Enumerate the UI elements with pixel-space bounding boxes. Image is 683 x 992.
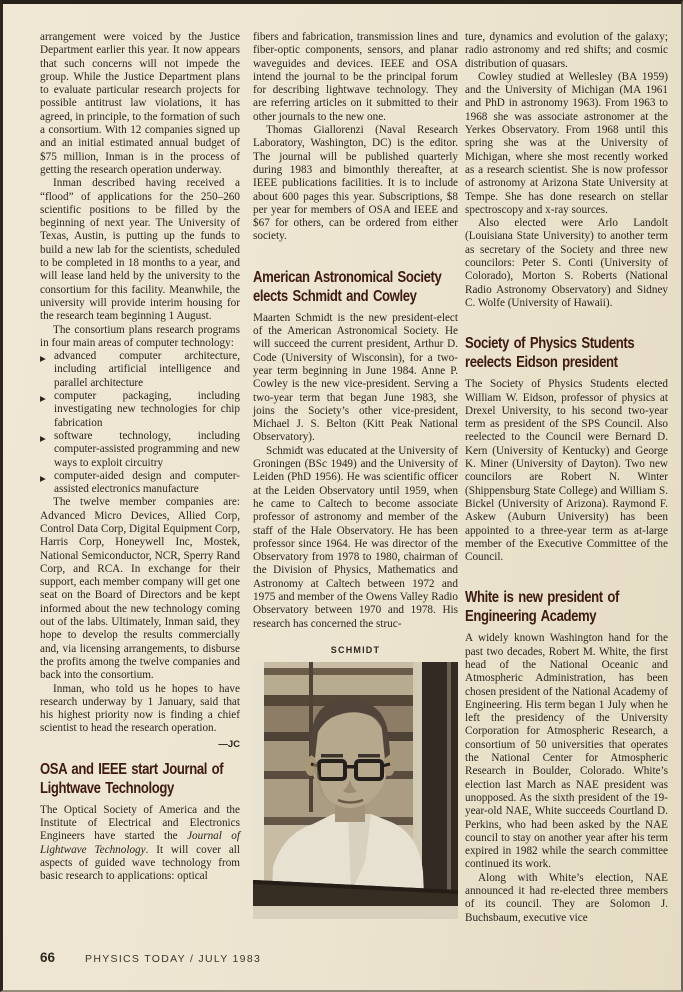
schmidt-portrait-photo <box>253 662 458 919</box>
body-paragraph: A widely known Washington hand for the past two decades, Robert M. White, the first head of the National Oceanic and Atmospheric Administration, has been chosen president of the National Academy of Engineering. His term began 1 July when he left the presidency of the University Corporation for Atmospheric Research, a consortium of 50 universities that operates the National Center for Atmospheric Research in Boulder, Colorado. White’s election last March as NAE president was unopposed. As the sixth president of the 19-year-old NAE, White succeeds Courtland D. Perkins, who had been asked by the NAE council to stay on another year after his term expired in 1982 while the search committee continued its work. <box>465 632 668 871</box>
list-item-text: software technology, including computer-assisted programming and new ways to exploit circuitry <box>54 429 240 469</box>
column-right <box>465 31 668 925</box>
body-paragraph: The consortium plans research programs in four main areas of computer technology: <box>40 323 240 349</box>
paragraph-text: The Optical Society of America and the Institute of Electrical and Electronics Engineers have started the <box>40 803 240 843</box>
bullet-arrow-icon: ▶ <box>40 473 46 483</box>
list-item-text: advanced computer architecture, including artificial intelligence and parallel architecture <box>54 350 240 389</box>
paragraph-text: . It will cover all aspects of guided wave technology from basic research to applications: optical <box>40 843 241 883</box>
journal-footer-line: PHYSICS TODAY / JULY 1983 <box>85 953 262 965</box>
schmidt-portrait-illustration <box>253 662 458 919</box>
column-middle <box>253 31 458 919</box>
body-paragraph <box>40 804 240 884</box>
body-paragraph: The Society of Physics Students elected William W. Eidson, professor of physics at Drexel University, to his second two-year term as president of the SPS Council. Also reelected to the Council were Bernard D. Kern (University of Kentucky) and George K. Miner (University of Dayton). Two new councilors are Robert N. Winter (Shippensburg State College) and William S. Bickel (University of Arizona). Raymond F. Askew (Auburn University) has been appointed to a three-year term as at-large member of the Executive Committee of the Council. <box>465 378 668 564</box>
body-paragraph: Maarten Schmidt is the new president-elect of the American Astronomical Society. He will succeed the current president, Arthur D. Code (University of Wisconsin), for a two-year term beginning in June 1984. Anne P. Cowley is the new vice-president. Serving a two-year term that began June 1983, she joins the Society’s other vice-president, Michael J. S. Belton (Kitt Peak National Observatory). <box>253 311 458 444</box>
list-item <box>40 430 240 470</box>
bullet-arrow-icon: ▶ <box>40 433 46 443</box>
bullet-arrow-icon: ▶ <box>40 394 46 404</box>
article-headline-sps-eidson: Society of Physics Students reelects Eidson president <box>465 334 635 371</box>
author-initials: —JC <box>218 738 240 750</box>
body-paragraph: Inman described having received a “flood” of applications for the 250–260 scientific positions to be filled by the beginning of next year. The University of Texas, Austin, is putting up the funds to build a new lab for the scientists, scheduled to be completed in 18 months to a year, and will lease land held by the university to the consortium for this facility. Meanwhile, the university will provide interim housing for the research team beginning 1 August. <box>40 177 240 323</box>
list-item <box>40 350 240 390</box>
list-item <box>40 470 240 497</box>
page-footer <box>40 950 460 965</box>
journal-title-italic: Journal of Lightwave Technology <box>40 830 240 856</box>
body-paragraph: ture, dynamics and evolution of the galaxy; radio astronomy and red shifts; and cosmic distribution of quasars. <box>465 31 668 70</box>
list-item-text: computer-aided design and computer-assisted electronics manufacture <box>54 469 240 496</box>
body-paragraph: Cowley studied at Wellesley (BA 1959) and the University of Michigan (MA 1961 and PhD in astronomy 1963). From 1963 to 1968 she was associate astronomer at the Yerkes Observatory. From 1968 until this spring she was at the University of Michigan, where she most recently worked as a research scientist. She is now professor of astronomy at Arizona State University at Tempe. She has done research on stellar spectroscopy and x-ray sources. <box>465 70 668 216</box>
body-paragraph: fibers and fabrication, transmission lines and fiber-optic components, sensors, and planar waveguides and devices. IEEE and OSA intend the journal to be the principal forum for describing lightwave technology. They are referring articles on it submitted to their other journals to the new one. <box>253 31 458 123</box>
page-number: 66 <box>40 950 56 965</box>
body-paragraph: Also elected were Arlo Landolt (Louisiana State University) to another term as secretary of the Society and three new councilors: Peter S. Conti (University of Colorado), Morton S. Roberts (National Radio Astronomy Observatory) and Sidney C. Wolfe (University of Hawaii). <box>465 217 668 309</box>
article-headline-osa-ieee-journal: OSA and IEEE start Journal of Lightwave Technology <box>40 759 224 797</box>
photo-block <box>253 645 458 919</box>
body-paragraph <box>40 682 240 750</box>
body-paragraph: Thomas Giallorenzi (Naval Research Laboratory, Washington, DC) is the editor. The journal will be published quarterly during 1983 and bimonthly thereafter, at IEEE publications facilities. It is to include about 600 pages this year. Subscriptions, $8 per year for members of OSA and IEEE and $67 for others, can be ordered from either society. <box>253 124 458 243</box>
photo-caption: SCHMIDT <box>330 644 381 655</box>
bullet-arrow-icon: ▶ <box>40 354 46 364</box>
article-headline-white-nae: White is new president of Engineering Academy <box>465 588 620 625</box>
list-item <box>40 390 240 430</box>
paragraph-text: Inman, who told us he hopes to have research underway by 1 January, said that his highest priority now is finding a chief scientist to head the research operation. <box>40 682 240 735</box>
body-paragraph: Schmidt was educated at the University of Groningen (BSc 1949) and the University of Leiden (PhD 1956). He was scientific officer at the Leiden Observatory until 1959, when he came to Caltech to become associate professor of astronomy and member of the staff of the Hale Observatory. He has been professor since 1964. He was director of the Observatory from 1978 to 1980, chairman of the Division of Physics, Mathematics and Astronomy at Caltech between 1972 and 1975 and member of the Owens Valley Radio Observatory between 1970 and 1978. His research has concerned the struc- <box>253 444 458 630</box>
body-paragraph: The twelve member companies are: Advanced Micro Devices, Allied Corp, Control Data Corp, Digital Equipment Corp, Harris Corp, Honeywell Inc, Mostek, National Semiconductor, NCR, Sperry Rand Corp, and RCA. In exchange for their support, each member company will get one seat on the Board of Directors and be kept informed about the new technology coming out of the labs. Ultimately, Inman said, they hope to develop the results commercially and, via licensing arrangements, to disburse the profits among the twelve companies and back into the consortium. <box>40 496 240 682</box>
column-left <box>40 31 240 884</box>
body-paragraph: arrangement were voiced by the Justice Department earlier this year. It now appears that such concerns will not impede the group. While the Justice Department plans to evaluate particular research projects for possible antitrust law violations, it has agreed, in principle, to the formation of such a consortium. With 12 companies signed up and an initial estimated annual budget of $75 million, Inman is in the process of getting the research operation underway. <box>40 31 240 176</box>
body-paragraph: Along with White’s election, NAE announced it had re-elected three members of its council. They are Solomon J. Buchsbaum, executive vice <box>465 871 668 924</box>
article-headline-aas-schmidt-cowley: American Astronomical Society elects Schmidt and Cowley <box>253 267 442 305</box>
list-item-text: computer packaging, including investigating new technologies for chip fabrication <box>54 390 240 429</box>
